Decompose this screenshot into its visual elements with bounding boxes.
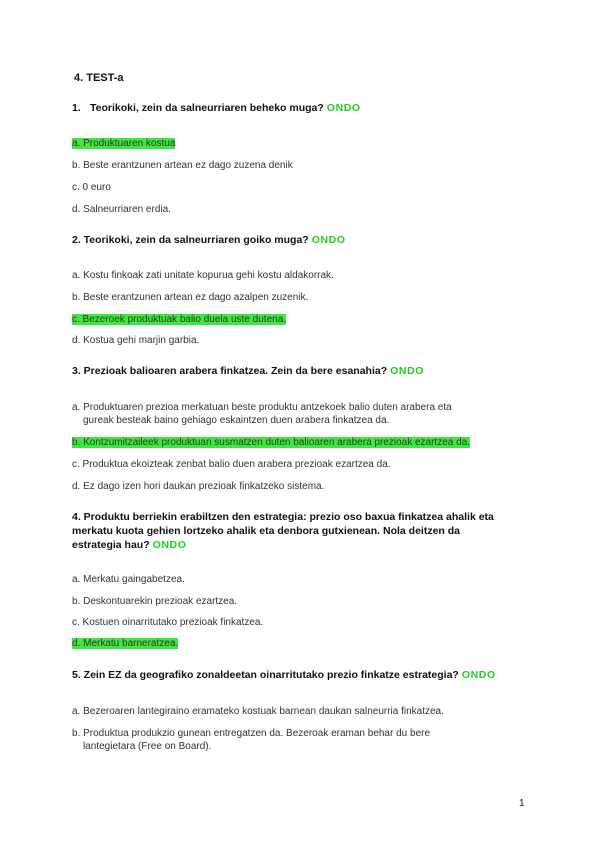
question-1-number: 1. [72, 102, 81, 114]
question-4-line-1: 4. Produktu berriekin erabiltzen den estrategia: prezio oso baxua finkatzea ahalik eta [72, 511, 494, 523]
answer-5a: a. Bezeroaren lantegiraino eramateko kostuak barnean daukan salneurria finkatzea. [72, 706, 444, 717]
page-number: 1 [519, 798, 525, 809]
question-2 [72, 233, 532, 247]
answer-1a-text: a. Produktuaren kostua [72, 138, 176, 149]
question-2-text: 2. Teorikoki, zein da salneurriaren goiko muga? [72, 234, 309, 246]
question-1-status: ONDO [326, 102, 361, 114]
question-3 [72, 364, 532, 378]
question-4-status: ONDO [152, 539, 187, 551]
answer-3a-line-1: a. Produktuaren prezioa merkatuan beste produktu antzekoek balio duten arabera eta [72, 402, 452, 413]
answer-4b: b. Deskontuarekin prezioak ezartzea. [72, 596, 238, 607]
answer-1c: c. 0 euro [72, 182, 111, 193]
answer-3b [72, 436, 522, 449]
answer-5b-line-2: lantegietara (Free on Board). [83, 741, 212, 752]
answer-1a [72, 137, 522, 150]
question-1 [72, 101, 532, 115]
answer-3a [72, 401, 522, 427]
question-4-line-2: merkatu kuota gehien lortzeko ahalik eta denbora gutxienean. Nola deitzen da [72, 525, 461, 537]
answer-3b-text: b. Kontzumitzaileek produktuan susmatzen duten balioaren arabera prezioak ezartzea da. [72, 437, 471, 448]
question-3-status: ONDO [390, 365, 425, 377]
answer-4d [72, 637, 522, 650]
answer-2b: b. Beste erantzunen artean ez dago azalpen zuzenik. [72, 292, 309, 303]
answer-3c: c. Produktua ekoizteak zenbat balio duen arabera prezioak ezartzea da. [72, 459, 391, 470]
question-5-status: ONDO [461, 669, 496, 681]
answer-4c: c. Kostuen oinarritutako prezioak finkatzea. [72, 617, 264, 628]
answer-5b [72, 727, 522, 753]
answer-2a: a. Kostu finkoak zati unitate kopurua gehi kostu aldakorrak. [72, 270, 334, 281]
answer-2c [72, 313, 522, 326]
question-4 [72, 510, 532, 552]
answer-2d: d. Kostua gehi marjin garbia. [72, 335, 200, 346]
question-3-text: 3. Prezioak balioaren arabera finkatzea. Zein da bere esanahia? [72, 365, 388, 377]
answer-2c-text: c. Bezeroek produktuak balio duela uste dutena. [72, 314, 287, 325]
answer-1d: d. Salneurriaren erdia. [72, 204, 171, 215]
answer-3a-line-2: gureak besteak baino gehiago eskaintzen duen arabera finkatzea da. [83, 415, 390, 426]
answer-3d: d. Ez dago izen hori daukan prezioak finkatzeko sistema. [72, 481, 325, 492]
question-5-text: 5. Zein EZ da geografiko zonaldeetan oinarritutako prezio finkatze estrategia? [72, 669, 459, 681]
question-1-text: Teorikoki, zein da salneurriaren beheko muga? [90, 102, 324, 114]
answer-5b-line-1: b. Produktua produkzio gunean entregatzen da. Bezeroak eraman behar du bere [72, 728, 431, 739]
question-4-line-3: estrategia hau? [72, 539, 150, 551]
question-2-status: ONDO [311, 234, 346, 246]
question-5 [72, 668, 532, 682]
answer-4a: a. Merkatu gaingabetzea. [72, 574, 185, 585]
page-title: 4. TEST-a [74, 72, 124, 84]
answer-1b: b. Beste erantzunen artean ez dago zuzena denik [72, 160, 293, 171]
answer-4d-text: d. Merkatu barneratzea. [72, 638, 179, 649]
